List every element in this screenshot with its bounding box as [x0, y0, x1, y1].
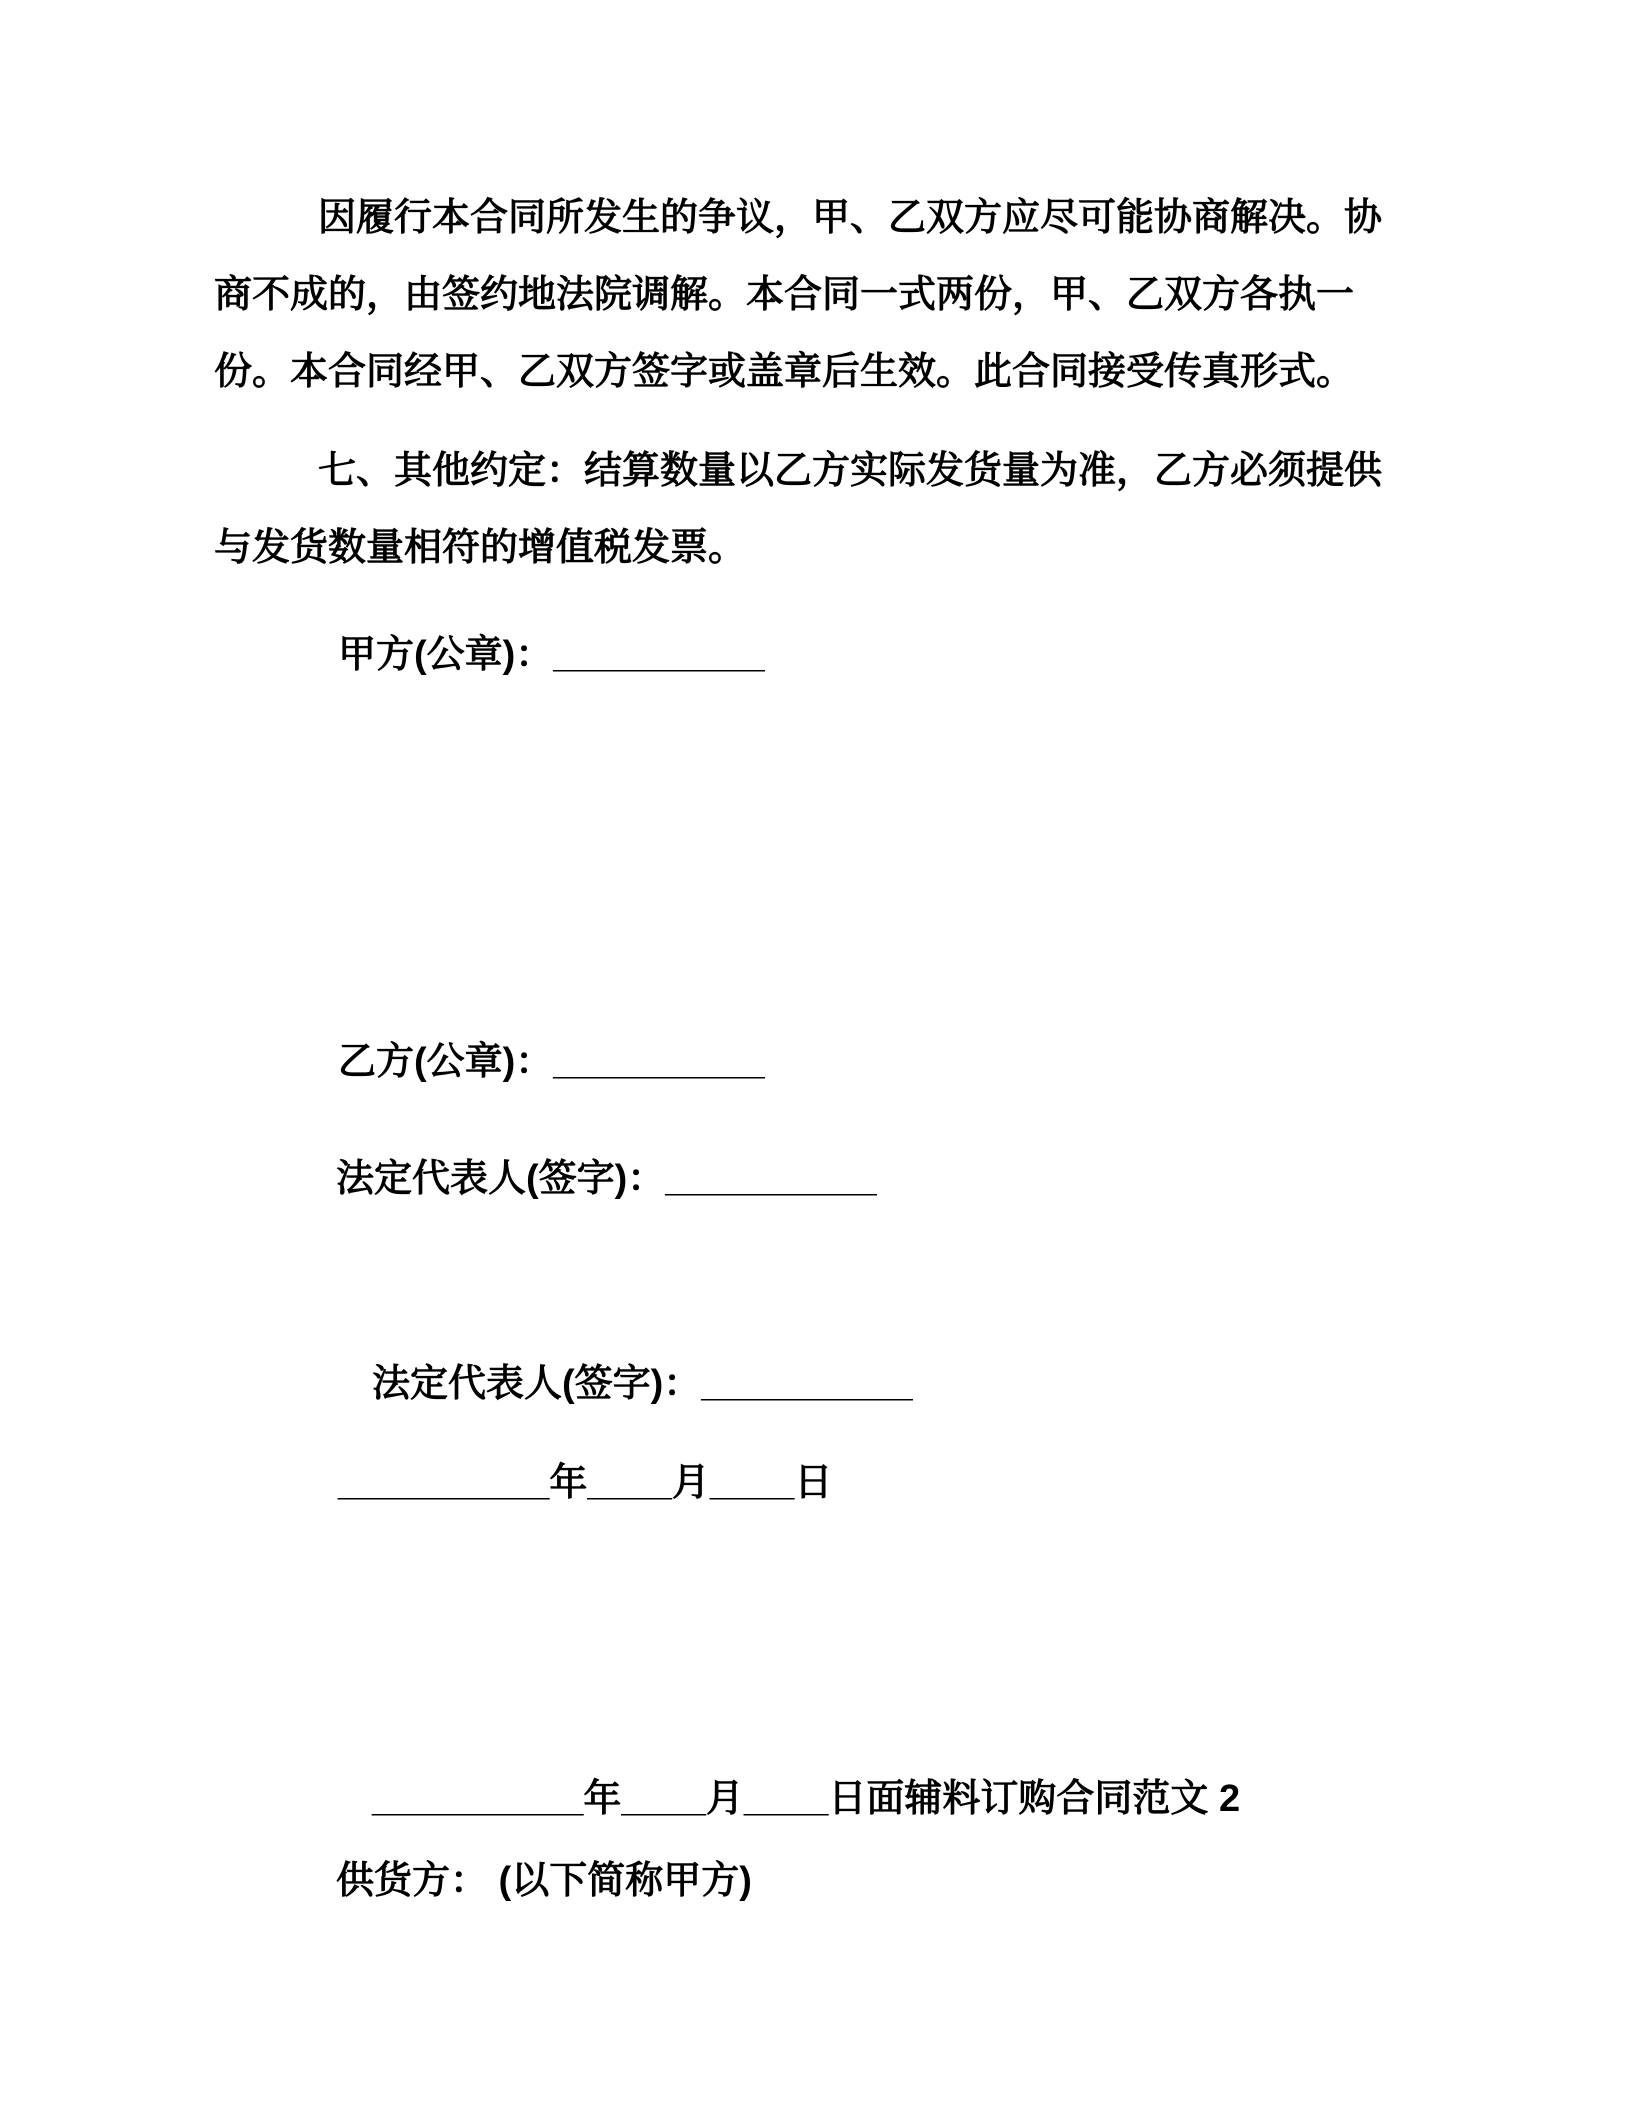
dispute-clause-line-3: 份。本合同经甲、乙双方签字或盖章后生效。此合同接受传真形式。 [214, 351, 1355, 393]
dispute-clause-line-1: 因履行本合同所发生的争议，甲、乙双方应尽可能协商解决。协 [318, 197, 1383, 239]
party-b-seal-blank: 乙方(公章)：__________ [338, 1041, 765, 1083]
date-blank-line: __________年____月____日 [338, 1462, 833, 1504]
next-contract-date-title-line: __________年____月____日面辅料订购合同范文 2 [372, 1778, 1241, 1820]
dispute-clause-line-2: 商不成的，由签约地法院调解。本合同一式两份，甲、乙双方各执一 [214, 274, 1355, 316]
party-a-seal-blank: 甲方(公章)：__________ [338, 634, 765, 676]
legal-representative-signature-blank-2: 法定代表人(签字)：__________ [372, 1363, 913, 1405]
supplier-party-a-line: 供货方： (以下简称甲方) [336, 1860, 752, 1902]
other-provisions-line-2: 与发货数量相符的增值税发票。 [214, 527, 747, 569]
other-provisions-line-1: 七、其他约定：结算数量以乙方实际发货量为准，乙方必须提供 [318, 450, 1383, 492]
legal-representative-signature-blank-1: 法定代表人(签字)：__________ [336, 1158, 877, 1200]
